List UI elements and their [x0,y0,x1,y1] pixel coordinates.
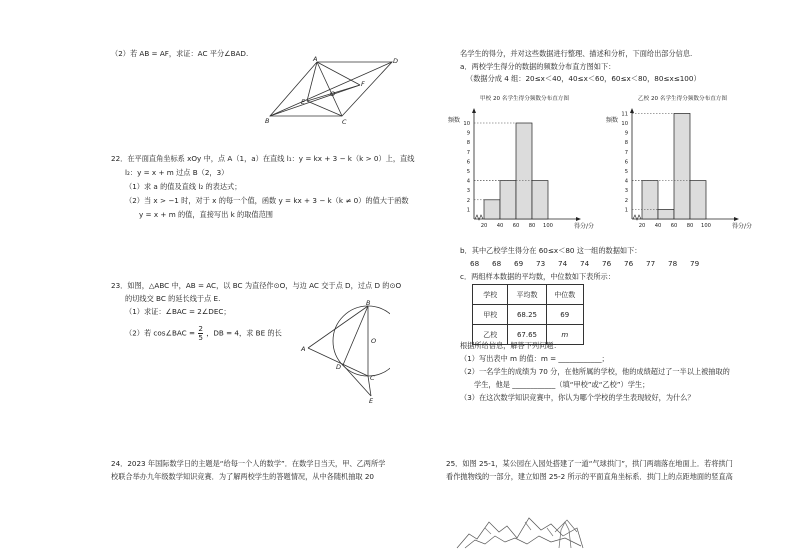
score-value: 74 [558,259,568,268]
x-axis-label: 得分/分 [573,223,595,230]
y-tick-label: 8 [624,140,628,147]
y-tick-label: 3 [466,188,470,195]
x-tick-label: 20 [480,223,488,229]
label-E: E [369,397,374,405]
y-tick-label: 6 [466,159,470,166]
q22-line2: l₂：y = x + m 过点 B（2，3） [125,168,229,177]
chart-title: 甲校 20 名学生得分频数分布直方图 [480,96,569,102]
histogram-school-jia [440,92,618,236]
y-tick-label: 9 [466,130,470,137]
answer-part2-line1: （2）一名学生的成绩为 70 分，在他所属的学校，他的成绩超过了一半以上被抽取的 [460,367,730,376]
y-tick-label: 3 [624,188,628,195]
park-landscape-sketch [455,508,585,549]
y-tick-label: 11 [621,111,628,118]
x-tick-label: 60 [670,223,678,229]
x-tick-label: 40 [496,223,504,229]
y-axis-arrow [472,108,476,113]
header-school: 学校 [473,285,508,305]
cell-school: 乙校 [473,325,508,345]
q23-part2-text-b: ，DB = 4，求 BE 的长 [206,328,282,338]
label-O: O [330,90,336,98]
y-tick-label: 7 [624,149,628,156]
x-axis-label: 得分/分 [731,223,753,230]
q25-line1: 25．如图 25-1，某公园在入园处搭建了一道“气球拱门”，拱门两端落在地面上．若将拱门 [446,459,733,468]
label-E: E [301,98,306,106]
q24-line1: 24．2023 年国际数学日的主题是“给每一个人的数学”．在数学日当天，甲、乙两所学 [111,459,386,468]
y-tick-label: 5 [466,169,470,175]
y-tick-label: 10 [621,121,628,127]
cos-fraction [198,325,203,342]
cell-median: m [546,325,583,345]
cell-median: 69 [546,305,583,325]
info-a-bins: （数据分成 4 组：20≤x＜40，40≤x＜60，60≤x＜80，80≤x≤100） [466,74,701,83]
q23-part1: （1）求证：∠BAC = 2∠DEC； [125,307,231,316]
header-mean: 平均数 [508,285,546,305]
y-tick-label: 6 [624,159,628,166]
x-axis-arrow [576,217,581,221]
y-tick-label: 2 [624,197,628,204]
score-value: 73 [536,259,546,268]
score-value: 68 [470,259,480,268]
answer-part2-line2: 学生，他是 ____________（填“甲校”或“乙校”）学生； [474,380,650,389]
info-c: c．两组样本数据的平均数，中位数如下表所示： [460,272,615,281]
cell-mean: 67.65 [508,325,546,345]
y-tick-label: 4 [624,178,628,185]
chart-title: 乙校 20 名学生得分频数分布直方图 [638,96,727,102]
q23-part2-text-a: （2）若 cos∠BAC = [125,328,196,338]
histogram-bar [658,209,674,219]
y-tick-label: 4 [466,178,470,185]
label-D: D [393,57,399,65]
answer-part3: （3）在这次数学知识竞赛中，你认为哪个学校的学生表现较好，为什么？ [460,393,695,402]
q23-part2 [125,325,282,342]
q22-part2-line1: （2）当 x > −1 时，对于 x 的每一个值，函数 y = kx + 3 − k（k ≠ 0）的值大于函数 [125,196,409,205]
histogram-bar [484,200,500,219]
x-tick-label: 80 [528,223,536,229]
histogram-bar [500,181,516,219]
y-tick-label: 5 [624,169,628,175]
y-axis-label: 频数 [448,117,461,124]
x-tick-label: 60 [512,223,520,229]
y-tick-label: 2 [466,197,470,204]
label-F: F [361,80,365,88]
q25-line2: 看作抛物线的一部分，建立如图 25-2 所示的平面直角坐标系．拱门上的点距地面的竖直高 [446,472,733,481]
school-yi-score-list [470,259,712,269]
score-value: 68 [492,259,502,268]
x-tick-label: 20 [638,223,646,229]
q22-part2-line2: y = x + m 的值，直接写出 k 的取值范围 [139,210,273,219]
x-tick-label: 40 [654,223,662,229]
info-b: b．其中乙校学生得分在 60≤x＜80 这一组的数据如下： [460,246,642,255]
q23-line2: 的切线交 BC 的延长线于点 E. [125,294,221,303]
y-tick-label: 10 [463,121,470,127]
q23-line1: 23．如图，△ABC 中，AB = AC，以 BC 为直径作⊙O，与边 AC 交于点 D，过点 D 的⊙O [111,281,402,290]
y-axis-arrow [630,108,634,113]
label-C: C [342,118,347,126]
histogram-bar [690,181,706,219]
figure-23-circle [298,299,390,405]
x-tick-label: 100 [543,223,553,229]
x-tick-label: 80 [686,223,694,229]
histogram-bar [674,113,690,219]
q24-intro: 名学生的得分，并对这些数据进行整理、描述和分析，下面给出部分信息. [460,49,693,58]
info-a: a．两校学生得分的数据的频数分布直方图如下： [460,62,616,71]
y-axis-label: 频数 [606,117,619,124]
y-tick-label: 7 [466,149,470,156]
q22-line1: 22．在平面直角坐标系 xOy 中，点 A（1，a）在直线 l₁：y = kx + 3 − k（k > 0）上，直线 [111,154,415,163]
score-value: 76 [624,259,634,268]
label-A: A [301,345,306,353]
score-value: 78 [668,259,678,268]
label-A: A [313,56,318,63]
histogram-school-yi [598,92,776,236]
y-tick-label: 1 [624,207,628,214]
histogram-bar [642,181,658,219]
answer-intro: 根据所给信息，解答下列问题： [460,341,561,350]
q24-line2: 校联合举办九年级数学知识竞赛．为了解两校学生的答题情况，从中各随机抽取 20 [111,472,374,481]
label-B: B [265,117,270,125]
label-O: O [371,337,377,345]
y-tick-label: 9 [624,130,628,137]
stats-table [472,284,584,345]
label-B: B [366,299,371,307]
header-median: 中位数 [546,285,583,305]
y-tick-label: 1 [466,207,470,214]
x-tick-label: 100 [701,223,711,229]
figure-21-parallelogram [262,56,407,126]
score-value: 79 [690,259,700,268]
label-D: D [336,363,342,371]
histogram-bar [532,181,548,219]
table-row [473,305,584,325]
y-tick-label: 8 [466,140,470,147]
cell-mean: 68.25 [508,305,546,325]
q21-part2: （2）若 AB = AF，求证：AC 平分∠BAD. [111,49,249,58]
answer-part1: （1）写出表中 m 的值：m = ____________； [460,354,609,363]
fraction-numerator: 2 [198,324,203,333]
q22-part1: （1）求 a 的值及直线 l₂ 的表达式； [125,182,242,191]
score-value: 69 [514,259,524,268]
label-C: C [370,374,375,382]
table-header-row [473,285,584,305]
cell-school: 甲校 [473,305,508,325]
score-value: 76 [602,259,612,268]
x-axis-arrow [734,217,739,221]
fraction-denominator: 5 [198,333,203,342]
histogram-bar [516,123,532,219]
score-value: 74 [580,259,590,268]
score-value: 77 [646,259,656,268]
